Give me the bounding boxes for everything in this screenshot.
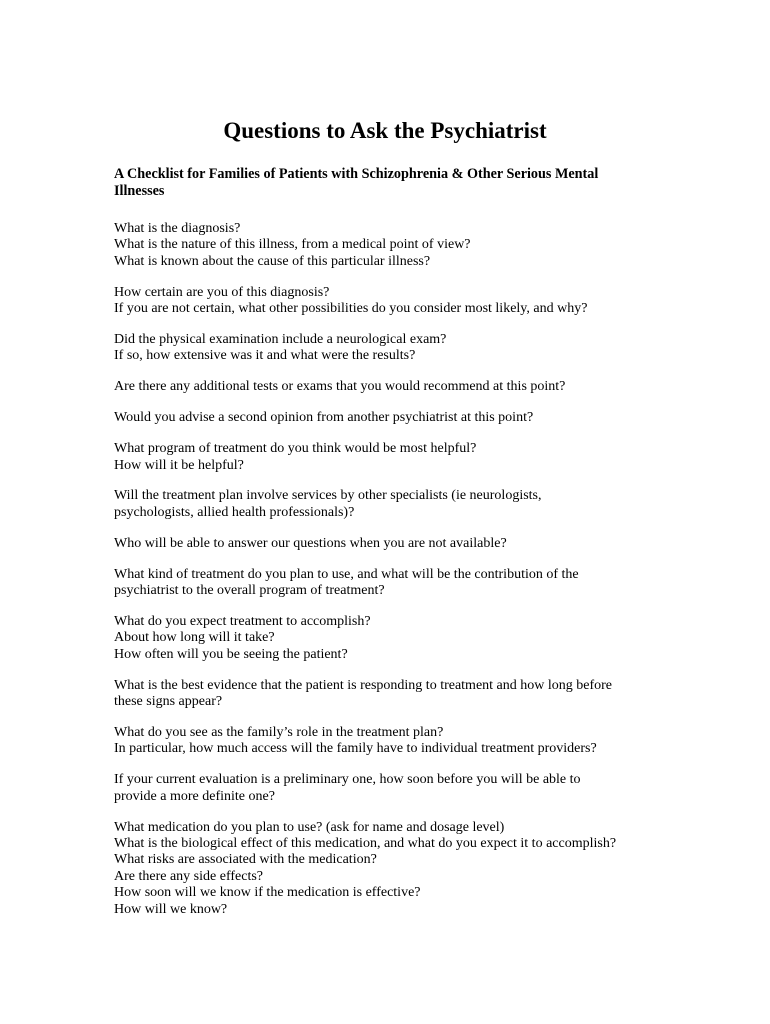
document-subtitle xyxy=(114,166,654,199)
question-line: What program of treatment do you think would be most helpful? xyxy=(114,441,477,457)
question-line: What do you see as the family’s role in the treatment plan? xyxy=(114,725,444,741)
question-line: Who will be able to answer our questions when you are not available? xyxy=(114,535,507,551)
question-group xyxy=(114,567,714,600)
question-list xyxy=(114,221,714,933)
subtitle-line-1: A Checklist for Families of Patients with Schizophrenia & Other Serious Mental xyxy=(114,166,599,182)
question-line: How will it be helpful? xyxy=(114,457,244,473)
question-group xyxy=(114,820,714,918)
question-group xyxy=(114,441,714,474)
question-line: What risks are associated with the medication? xyxy=(114,852,377,868)
question-group xyxy=(114,332,714,365)
question-line: Did the physical examination include a neurological exam? xyxy=(114,332,447,348)
question-line: What is known about the cause of this particular illness? xyxy=(114,253,431,269)
question-line: provide a more definite one? xyxy=(114,788,275,804)
question-line: What kind of treatment do you plan to use, and what will be the contribution of the xyxy=(114,566,579,582)
question-line: Are there any additional tests or exams that you would recommend at this point? xyxy=(114,379,566,395)
question-line: Will the treatment plan involve services by other specialists (ie neurologists, xyxy=(114,488,542,504)
question-line: these signs appear? xyxy=(114,694,223,710)
question-group xyxy=(114,536,714,552)
question-group xyxy=(114,285,714,318)
question-line: How often will you be seeing the patient? xyxy=(114,646,348,662)
question-line: About how long will it take? xyxy=(114,630,275,646)
question-group xyxy=(114,410,714,426)
question-line: If so, how extensive was it and what were the results? xyxy=(114,348,416,364)
question-line: How certain are you of this diagnosis? xyxy=(114,284,330,300)
page-title: Questions to Ask the Psychiatrist xyxy=(223,118,547,143)
subtitle-line-2: Illnesses xyxy=(114,182,165,199)
question-group xyxy=(114,488,714,521)
question-group xyxy=(114,725,714,758)
question-group xyxy=(114,379,714,395)
question-line: psychiatrist to the overall program of treatment? xyxy=(114,583,385,599)
question-line: What is the best evidence that the patient is responding to treatment and how long before xyxy=(114,677,613,693)
question-line: How will we know? xyxy=(114,901,228,917)
question-line: What is the biological effect of this medication, and what do you expect it to accomplish? xyxy=(114,836,617,852)
question-line: Would you advise a second opinion from another psychiatrist at this point? xyxy=(114,410,534,426)
question-line: What do you expect treatment to accomplish? xyxy=(114,614,371,629)
question-group xyxy=(114,772,714,805)
question-group xyxy=(114,221,714,270)
question-line: In particular, how much access will the family have to individual treatment providers? xyxy=(114,741,597,757)
question-line: What is the diagnosis? xyxy=(114,221,241,236)
question-group xyxy=(114,678,714,711)
question-line: What medication do you plan to use? (ask for name and dosage level) xyxy=(114,819,505,835)
question-line: How soon will we know if the medication is effective? xyxy=(114,885,421,901)
question-line: If you are not certain, what other possibilities do you consider most likely, and why? xyxy=(114,301,588,317)
question-line: psychologists, allied health professionals)? xyxy=(114,504,355,520)
question-line: If your current evaluation is a preliminary one, how soon before you will be able to xyxy=(114,772,581,788)
question-line: Are there any side effects? xyxy=(114,868,263,884)
question-group xyxy=(114,614,714,663)
question-line: What is the nature of this illness, from a medical point of view? xyxy=(114,237,471,253)
